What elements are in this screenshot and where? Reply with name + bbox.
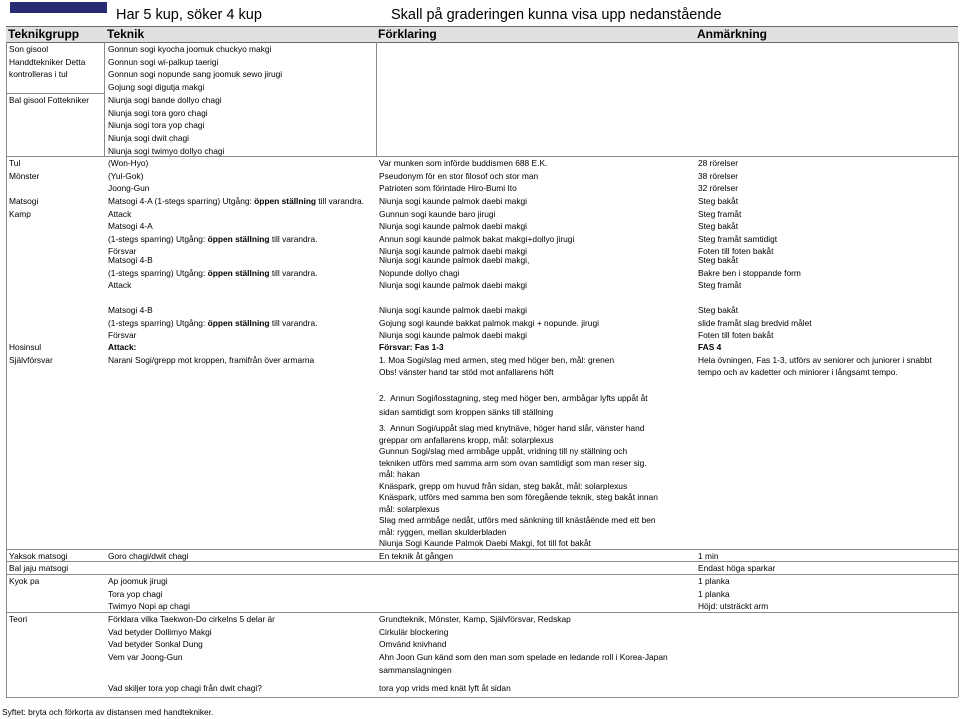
explanation-hosinsul-phase1: Försvar: Fas 1-3 1. Moa Sogi/slag med armen, steg med höger ben, mål: grenen Obs! vänster hand tar stöd mot anfallarens höft — [379, 342, 615, 378]
technique-son-gisool: Gonnun sogi kyocha joomuk chuckyo makgi Gonnun sogi wi-palkup taerigi Gonnun sogi nopunde sang joomuk sewo jirugi Gojung sogi digutja makgi — [108, 44, 283, 93]
explanation-teori-last: tora yop vrids med knät lyft åt sidan — [379, 683, 511, 693]
technique-tul: (Won-Hyo) (Yul-Gok) Joong-Gun — [108, 158, 150, 194]
technique-matsogi-4b-attack: Matsogi 4-B (1-stegs sparring) Utgång: öppen ställning till varandra. Attack — [108, 255, 318, 291]
table-border-right — [958, 42, 959, 697]
explanation-matsogi-2: Niunja sogi kaunde palmok daebi makgi Annun sogi kaunde palmok bakat makgi+dollyo jirugi Niunja sogi kaunde palmok daebi makgi — [379, 221, 575, 257]
column-divider — [376, 42, 377, 156]
logo-bar — [10, 2, 107, 13]
group-matsogi: Matsogi Kamp — [9, 196, 39, 219]
group-yaksok-matsogi: Yaksok matsogi — [9, 551, 68, 561]
technique-bal-gisool: Niunja sogi bande dollyo chagi Niunja sogi tora goro chagi Niunja sogi tora yop chagi Niunja sogi dwit chagi Niunja sogi twimyo dollyo chagi — [108, 95, 225, 156]
note-tul: 28 rörelser 38 rörelser 32 rörelser — [698, 158, 739, 194]
group-tul: Tul Mönster — [9, 158, 40, 181]
column-header-group: Teknikgrupp — [8, 27, 80, 41]
group-teori: Teori — [9, 614, 28, 624]
page-title-right: Skall på graderingen kunna visa upp nedanstående — [391, 7, 722, 23]
technique-kyok-pa: Ap joomuk jirugi Tora yop chagi Twimyo Nopi ap chagi — [108, 576, 190, 612]
group-bal-gisool: Bal gisool Fottekniker — [9, 95, 90, 105]
table-header — [6, 26, 958, 43]
explanation-hosinsul-phase3: 3. Annun Sogi/uppåt slag med knytnäve, höger hand slår, vänster hand greppar om anfallarens kropp, mål: solarplexus Gunnun Sogi/slag med armbåge uppåt, vridning till ny ställning och tekniken utförs med samma arm som ovan samtidigt som man reser sig. mål: hakan Knäspark, grepp om huvud från sidan, steg bakåt, mål: solarplexus Knäspark, utförs med samma ben som föregående teknik, steg bakåt innan mål: solarplexus Slag med armbåge nedåt, utförs med sänkning till knäståënde med ett ben mål: ryggen, mellan skulderbladen Niunja Sogi Kaunde Palmok Daebi Makgi, fot till fot bakåt — [379, 423, 658, 548]
explanation-yaksok-matsogi: En teknik åt gången — [379, 551, 454, 561]
group-hosinsul: Hosinsul Självförsvar — [9, 342, 53, 365]
explanation-teori: Grundteknik, Mönster, Kamp, Självförsvar, Redskap Cirkulär blockering Omvänd knivhand Ahn Joon Gun känd som den man som spelade en ledande roll i Korea-Japan sammanslagningen — [379, 614, 668, 675]
column-divider — [104, 42, 105, 156]
note-bal-jaju-matsogi: Endast höga sparkar — [698, 563, 776, 573]
note-matsogi-2: Steg bakåt Steg framåt samtidigt Foten till foten bakåt — [698, 221, 778, 257]
table-border-left — [6, 42, 7, 697]
explanation-hosinsul-phase2: 2. Annun Sogi/losstagning, steg med höger ben, armbågar lyfts uppåt åt sidan samtidigt som kroppen sänks till ställning — [379, 393, 648, 417]
group-kyok-pa: Kyok pa — [9, 576, 40, 586]
table-border-bottom — [6, 697, 958, 698]
page-title-left: Har 5 kup, söker 4 kup — [116, 7, 262, 23]
note-yaksok-matsogi: 1 min — [698, 551, 719, 561]
note-hosinsul: FAS 4 Hela övningen, Fas 1-3, utförs av seniorer och juniorer i snabbt tempo och av kadetter och miniorer i långsamt tempo. — [698, 342, 932, 378]
note-kyok-pa: 1 planka 1 planka Höjd: utsträckt arm — [698, 576, 769, 612]
technique-hosinsul: Attack: Narani Sogi/grepp mot kroppen, framifrån över armarna — [108, 342, 315, 365]
technique-matsogi-4a-defense: Matsogi 4-A (1-stegs sparring) Utgång: öppen ställning till varandra. Försvar — [108, 221, 318, 257]
explanation-tul: Var munken som införde buddismen 688 E.K. Pseudonym för en stor filosof och stor man Patrioten som förintade Hiro-Bumi Ito — [379, 158, 548, 194]
group-bal-jaju-matsogi: Bal jaju matsogi — [9, 563, 69, 573]
technique-matsogi-4b-defense: Matsogi 4-B (1-stegs sparring) Utgång: öppen ställning till varandra. Försvar — [108, 305, 318, 341]
group-son-gisool: Son gisool Handdtekniker Detta kontrolleras i tul — [9, 44, 86, 80]
explanation-matsogi-1: Niunja sogi kaunde palmok daebi makgi Gunnun sogi kaunde baro jirugi — [379, 196, 528, 219]
column-header-technique: Teknik — [107, 27, 145, 41]
note-matsogi-4: Steg bakåt slide framåt slag bredvid målet Foten till foten bakåt — [698, 305, 812, 341]
technique-teori: Förklara vilka Taekwon-Do cirkelns 5 delar är Vad betyder Dollimyo Makgi Vad betyder Sonkal Dung Vem var Joong-Gun — [108, 614, 275, 663]
column-header-explanation: Förklaring — [378, 27, 437, 41]
technique-yaksok-matsogi: Goro chagi/dwit chagi — [108, 551, 189, 561]
technique-teori-last: Vad skiljer tora yop chagi från dwit chagi? — [108, 683, 262, 693]
footer-note: Syftet: bryta och förkorta av distansen med handtekniker. — [2, 707, 214, 717]
note-matsogi-1: Steg bakåt Steg framåt — [698, 196, 742, 219]
explanation-matsogi-4: Niunja sogi kaunde palmok daebi makgi Gojung sogi kaunde bakkat palmok makgi + nopunde. jirugi Niunja sogi kaunde palmok daebi makgi — [379, 305, 599, 341]
technique-matsogi-4a-attack: Matsogi 4-A (1-stegs sparring) Utgång: öppen ställning till varandra. Attack — [108, 196, 365, 219]
explanation-matsogi-3: Niunja sogi kaunde palmok daebi makgi, Nopunde dollyo chagi Niunja sogi kaunde palmok daebi makgi — [379, 255, 530, 291]
note-matsogi-3: Steg bakåt Bakre ben i stoppande form Steg framåt — [698, 255, 801, 291]
column-header-note: Anmärkning — [697, 27, 768, 41]
